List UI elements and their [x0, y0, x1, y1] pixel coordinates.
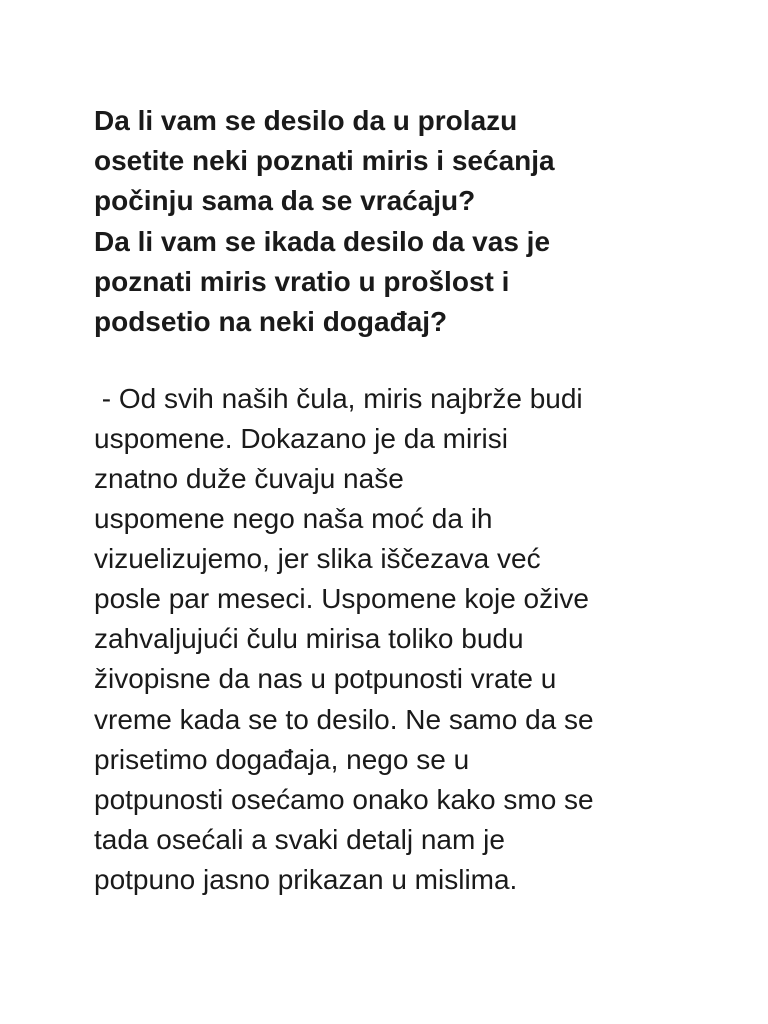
- body-line: potpunosti osećamo onako kako smo se: [94, 784, 594, 815]
- body-line: tada osećali a svaki detalj nam je: [94, 824, 505, 855]
- body-line: potpuno jasno prikazan u mislima.: [94, 864, 518, 895]
- heading-line: Da li vam se ikada desilo da vas je: [94, 226, 551, 257]
- body-line: vizuelizujemo, jer slika iščezava već: [94, 543, 541, 574]
- body-line: - Od svih naših čula, miris najbrže budi: [94, 383, 583, 414]
- body-line: zahvaljujući čulu mirisa toliko budu: [94, 623, 524, 654]
- body-line: živopisne da nas u potpunosti vrate u: [94, 663, 557, 694]
- heading-line: poznati miris vratio u prošlost i: [94, 266, 510, 297]
- heading-line: osetite neki poznati miris i sećanja: [94, 145, 555, 176]
- body-line: znatno duže čuvaju naše: [94, 463, 404, 494]
- body-line: posle par meseci. Uspomene koje ožive: [94, 583, 589, 614]
- heading-line: Da li vam se desilo da u prolazu: [94, 105, 518, 136]
- body-line: prisetimo događaja, nego se u: [94, 744, 470, 775]
- body-line: uspomene nego naša moć da ih: [94, 503, 493, 534]
- heading-line: podsetio na neki događaj?: [94, 306, 448, 337]
- heading-line: počinju sama da se vraćaju?: [94, 185, 476, 216]
- body-line: vreme kada se to desilo. Ne samo da se: [94, 704, 594, 735]
- body-line: uspomene. Dokazano je da mirisi: [94, 423, 508, 454]
